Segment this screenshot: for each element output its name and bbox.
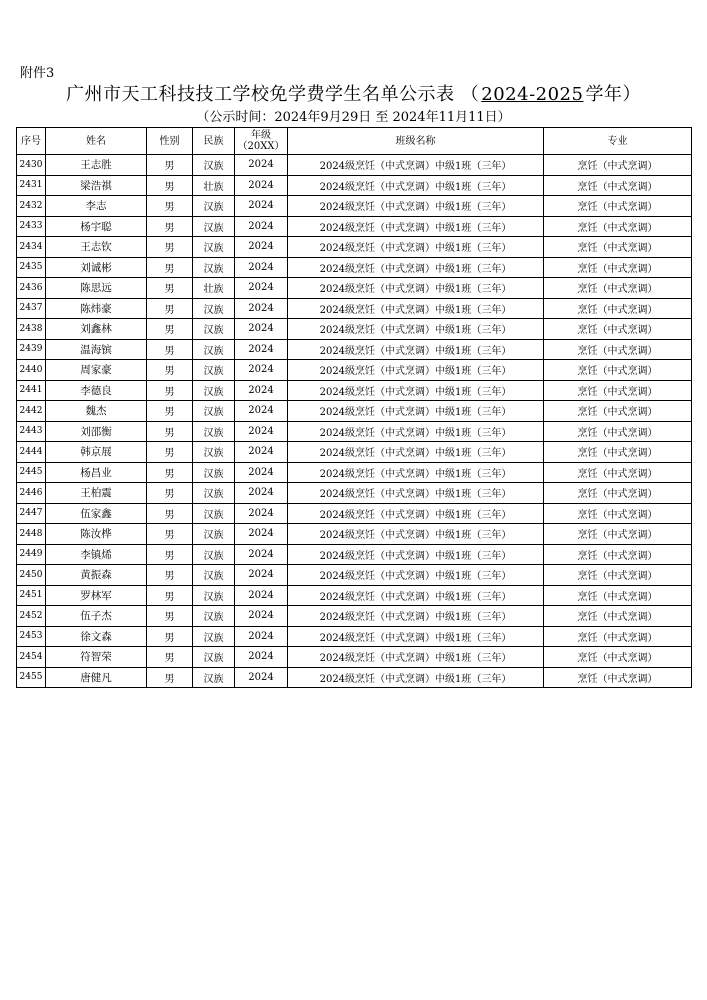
cell-grade: 2024: [235, 216, 288, 237]
cell-grade: 2024: [235, 196, 288, 217]
publicity-period: （公示时间：2024年9月29日 至 2024年11月11日）: [196, 110, 511, 125]
table-row: [17, 278, 692, 299]
cell-ethnicity: 汉族: [193, 237, 235, 258]
cell-gender: 男: [147, 257, 193, 278]
cell-seq: 2437: [17, 298, 46, 319]
cell-major: 烹饪（中式烹调）: [544, 298, 692, 319]
cell-seq: 2441: [17, 380, 46, 401]
table-row: [17, 155, 692, 176]
table-row: [17, 257, 692, 278]
cell-gender: 男: [147, 483, 193, 504]
cell-seq: 2435: [17, 257, 46, 278]
cell-name: 杨昌业: [46, 462, 147, 483]
cell-ethnicity: 壮族: [193, 278, 235, 299]
cell-gender: 男: [147, 237, 193, 258]
cell-gender: 男: [147, 524, 193, 545]
cell-grade: 2024: [235, 155, 288, 176]
cell-major: 烹饪（中式烹调）: [544, 155, 692, 176]
header-grade: [235, 128, 288, 155]
table-row: [17, 462, 692, 483]
cell-seq: 2434: [17, 237, 46, 258]
table-row: [17, 298, 692, 319]
cell-class: 2024级烹饪（中式烹调）中级1班（三年）: [288, 626, 544, 647]
cell-gender: 男: [147, 462, 193, 483]
cell-gender: 男: [147, 380, 193, 401]
cell-class: 2024级烹饪（中式烹调）中级1班（三年）: [288, 257, 544, 278]
cell-grade: 2024: [235, 483, 288, 504]
cell-name: 王志钦: [46, 237, 147, 258]
cell-grade: 2024: [235, 339, 288, 360]
cell-class: 2024级烹饪（中式烹调）中级1班（三年）: [288, 483, 544, 504]
cell-major: 烹饪（中式烹调）: [544, 565, 692, 586]
cell-class: 2024级烹饪（中式烹调）中级1班（三年）: [288, 544, 544, 565]
cell-ethnicity: 汉族: [193, 380, 235, 401]
cell-grade: 2024: [235, 278, 288, 299]
table-row: [17, 380, 692, 401]
cell-grade: 2024: [235, 237, 288, 258]
attachment-label: 附件3: [20, 66, 55, 81]
cell-seq: 2445: [17, 462, 46, 483]
cell-class: 2024级烹饪（中式烹调）中级1班（三年）: [288, 175, 544, 196]
title-year: 2024-2025: [481, 84, 584, 105]
cell-major: 烹饪（中式烹调）: [544, 585, 692, 606]
table-row: [17, 626, 692, 647]
cell-name: 陈炜豪: [46, 298, 147, 319]
table-row: [17, 401, 692, 422]
cell-name: 唐健凡: [46, 667, 147, 688]
cell-gender: 男: [147, 503, 193, 524]
cell-grade: 2024: [235, 585, 288, 606]
table-row: [17, 565, 692, 586]
cell-seq: 2443: [17, 421, 46, 442]
cell-grade: 2024: [235, 298, 288, 319]
cell-grade: 2024: [235, 565, 288, 586]
cell-class: 2024级烹饪（中式烹调）中级1班（三年）: [288, 585, 544, 606]
cell-grade: 2024: [235, 606, 288, 627]
cell-seq: 2447: [17, 503, 46, 524]
cell-gender: 男: [147, 442, 193, 463]
cell-grade: 2024: [235, 667, 288, 688]
cell-class: 2024级烹饪（中式烹调）中级1班（三年）: [288, 155, 544, 176]
cell-major: 烹饪（中式烹调）: [544, 278, 692, 299]
cell-class: 2024级烹饪（中式烹调）中级1班（三年）: [288, 462, 544, 483]
cell-name: 黄振森: [46, 565, 147, 586]
cell-name: 李镇烯: [46, 544, 147, 565]
table-row: [17, 667, 692, 688]
cell-gender: 男: [147, 278, 193, 299]
cell-ethnicity: 汉族: [193, 667, 235, 688]
table-row: [17, 216, 692, 237]
cell-ethnicity: 汉族: [193, 565, 235, 586]
cell-ethnicity: 汉族: [193, 319, 235, 340]
cell-grade: 2024: [235, 360, 288, 381]
header-name: 姓名: [46, 128, 147, 155]
page-title: [0, 80, 707, 106]
cell-name: 韩京展: [46, 442, 147, 463]
cell-major: 烹饪（中式烹调）: [544, 524, 692, 545]
cell-ethnicity: 壮族: [193, 175, 235, 196]
cell-name: 陈汝桦: [46, 524, 147, 545]
cell-seq: 2430: [17, 155, 46, 176]
cell-seq: 2451: [17, 585, 46, 606]
cell-major: 烹饪（中式烹调）: [544, 503, 692, 524]
cell-seq: 2439: [17, 339, 46, 360]
cell-class: 2024级烹饪（中式烹调）中级1班（三年）: [288, 647, 544, 668]
header-grade-line1: 年级: [251, 130, 271, 141]
cell-grade: 2024: [235, 544, 288, 565]
cell-seq: 2431: [17, 175, 46, 196]
cell-name: 梁浩祺: [46, 175, 147, 196]
cell-major: 烹饪（中式烹调）: [544, 544, 692, 565]
cell-gender: 男: [147, 421, 193, 442]
cell-ethnicity: 汉族: [193, 647, 235, 668]
title-suffix: 学年）: [585, 84, 641, 105]
cell-seq: 2444: [17, 442, 46, 463]
cell-major: 烹饪（中式烹调）: [544, 360, 692, 381]
cell-class: 2024级烹饪（中式烹调）中级1班（三年）: [288, 421, 544, 442]
cell-ethnicity: 汉族: [193, 196, 235, 217]
cell-name: 王柏震: [46, 483, 147, 504]
cell-class: 2024级烹饪（中式烹调）中级1班（三年）: [288, 278, 544, 299]
cell-gender: 男: [147, 647, 193, 668]
cell-ethnicity: 汉族: [193, 524, 235, 545]
cell-name: 李德良: [46, 380, 147, 401]
cell-major: 烹饪（中式烹调）: [544, 257, 692, 278]
table-row: [17, 196, 692, 217]
table-header-row: [17, 128, 692, 155]
cell-name: 罗林军: [46, 585, 147, 606]
cell-grade: 2024: [235, 524, 288, 545]
cell-grade: 2024: [235, 257, 288, 278]
cell-gender: 男: [147, 216, 193, 237]
cell-gender: 男: [147, 667, 193, 688]
header-ethnicity: 民族: [193, 128, 235, 155]
cell-name: 刘鑫林: [46, 319, 147, 340]
cell-seq: 2454: [17, 647, 46, 668]
cell-name: 伍家鑫: [46, 503, 147, 524]
cell-seq: 2453: [17, 626, 46, 647]
cell-seq: 2455: [17, 667, 46, 688]
table-body: [17, 155, 692, 688]
cell-seq: 2432: [17, 196, 46, 217]
cell-major: 烹饪（中式烹调）: [544, 380, 692, 401]
cell-name: 伍子杰: [46, 606, 147, 627]
cell-major: 烹饪（中式烹调）: [544, 319, 692, 340]
cell-class: 2024级烹饪（中式烹调）中级1班（三年）: [288, 360, 544, 381]
table-row: [17, 585, 692, 606]
cell-grade: 2024: [235, 380, 288, 401]
table-row: [17, 544, 692, 565]
cell-major: 烹饪（中式烹调）: [544, 237, 692, 258]
header-major: 专业: [544, 128, 692, 155]
cell-grade: 2024: [235, 175, 288, 196]
cell-major: 烹饪（中式烹调）: [544, 339, 692, 360]
table-row: [17, 339, 692, 360]
table-row: [17, 524, 692, 545]
header-class: 班级名称: [288, 128, 544, 155]
cell-ethnicity: 汉族: [193, 442, 235, 463]
cell-class: 2024级烹饪（中式烹调）中级1班（三年）: [288, 319, 544, 340]
cell-ethnicity: 汉族: [193, 421, 235, 442]
cell-grade: 2024: [235, 462, 288, 483]
cell-seq: 2452: [17, 606, 46, 627]
cell-class: 2024级烹饪（中式烹调）中级1班（三年）: [288, 667, 544, 688]
student-roster-table: [16, 127, 692, 688]
cell-ethnicity: 汉族: [193, 216, 235, 237]
header-seq: 序号: [17, 128, 46, 155]
cell-gender: 男: [147, 544, 193, 565]
table-row: [17, 319, 692, 340]
cell-class: 2024级烹饪（中式烹调）中级1班（三年）: [288, 237, 544, 258]
cell-major: 烹饪（中式烹调）: [544, 175, 692, 196]
cell-grade: 2024: [235, 503, 288, 524]
cell-name: 温海镔: [46, 339, 147, 360]
cell-name: 李志: [46, 196, 147, 217]
cell-gender: 男: [147, 298, 193, 319]
cell-major: 烹饪（中式烹调）: [544, 483, 692, 504]
table-row: [17, 237, 692, 258]
title-prefix: 广州市天工科技技工学校免学费学生名单公示表 （: [66, 84, 480, 105]
cell-class: 2024级烹饪（中式烹调）中级1班（三年）: [288, 401, 544, 422]
table-row: [17, 503, 692, 524]
cell-grade: 2024: [235, 421, 288, 442]
cell-seq: 2442: [17, 401, 46, 422]
cell-ethnicity: 汉族: [193, 483, 235, 504]
cell-gender: 男: [147, 585, 193, 606]
cell-seq: 2450: [17, 565, 46, 586]
cell-name: 周家豪: [46, 360, 147, 381]
cell-major: 烹饪（中式烹调）: [544, 667, 692, 688]
cell-class: 2024级烹饪（中式烹调）中级1班（三年）: [288, 380, 544, 401]
cell-name: 王志胜: [46, 155, 147, 176]
cell-gender: 男: [147, 196, 193, 217]
cell-major: 烹饪（中式烹调）: [544, 462, 692, 483]
cell-ethnicity: 汉族: [193, 462, 235, 483]
table-row: [17, 175, 692, 196]
cell-ethnicity: 汉族: [193, 544, 235, 565]
cell-grade: 2024: [235, 442, 288, 463]
table-row: [17, 483, 692, 504]
cell-gender: 男: [147, 319, 193, 340]
cell-gender: 男: [147, 155, 193, 176]
cell-name: 杨宇聪: [46, 216, 147, 237]
cell-name: 刘邵衡: [46, 421, 147, 442]
cell-ethnicity: 汉族: [193, 606, 235, 627]
cell-seq: 2448: [17, 524, 46, 545]
cell-class: 2024级烹饪（中式烹调）中级1班（三年）: [288, 339, 544, 360]
cell-name: 魏杰: [46, 401, 147, 422]
cell-class: 2024级烹饪（中式烹调）中级1班（三年）: [288, 606, 544, 627]
cell-gender: 男: [147, 339, 193, 360]
cell-ethnicity: 汉族: [193, 257, 235, 278]
cell-class: 2024级烹饪（中式烹调）中级1班（三年）: [288, 503, 544, 524]
cell-name: 刘诚彬: [46, 257, 147, 278]
cell-gender: 男: [147, 175, 193, 196]
cell-ethnicity: 汉族: [193, 626, 235, 647]
cell-ethnicity: 汉族: [193, 360, 235, 381]
table-row: [17, 360, 692, 381]
cell-ethnicity: 汉族: [193, 339, 235, 360]
cell-seq: 2446: [17, 483, 46, 504]
cell-name: 徐文森: [46, 626, 147, 647]
cell-gender: 男: [147, 626, 193, 647]
table-row: [17, 606, 692, 627]
table-row: [17, 421, 692, 442]
cell-major: 烹饪（中式烹调）: [544, 401, 692, 422]
header-grade-line2: （20XX）: [237, 141, 285, 152]
cell-name: 陈思远: [46, 278, 147, 299]
cell-gender: 男: [147, 565, 193, 586]
table-row: [17, 647, 692, 668]
cell-ethnicity: 汉族: [193, 401, 235, 422]
cell-seq: 2449: [17, 544, 46, 565]
cell-gender: 男: [147, 606, 193, 627]
cell-ethnicity: 汉族: [193, 503, 235, 524]
cell-gender: 男: [147, 360, 193, 381]
cell-major: 烹饪（中式烹调）: [544, 626, 692, 647]
cell-class: 2024级烹饪（中式烹调）中级1班（三年）: [288, 196, 544, 217]
cell-gender: 男: [147, 401, 193, 422]
cell-class: 2024级烹饪（中式烹调）中级1班（三年）: [288, 565, 544, 586]
cell-major: 烹饪（中式烹调）: [544, 606, 692, 627]
cell-major: 烹饪（中式烹调）: [544, 421, 692, 442]
cell-class: 2024级烹饪（中式烹调）中级1班（三年）: [288, 524, 544, 545]
cell-major: 烹饪（中式烹调）: [544, 647, 692, 668]
cell-name: 符智荣: [46, 647, 147, 668]
table-row: [17, 442, 692, 463]
cell-major: 烹饪（中式烹调）: [544, 216, 692, 237]
cell-grade: 2024: [235, 319, 288, 340]
cell-class: 2024级烹饪（中式烹调）中级1班（三年）: [288, 442, 544, 463]
cell-class: 2024级烹饪（中式烹调）中级1班（三年）: [288, 298, 544, 319]
cell-ethnicity: 汉族: [193, 298, 235, 319]
cell-seq: 2438: [17, 319, 46, 340]
cell-grade: 2024: [235, 647, 288, 668]
cell-seq: 2440: [17, 360, 46, 381]
cell-seq: 2436: [17, 278, 46, 299]
cell-seq: 2433: [17, 216, 46, 237]
cell-major: 烹饪（中式烹调）: [544, 442, 692, 463]
cell-ethnicity: 汉族: [193, 155, 235, 176]
cell-grade: 2024: [235, 626, 288, 647]
header-gender: 性别: [147, 128, 193, 155]
cell-grade: 2024: [235, 401, 288, 422]
cell-major: 烹饪（中式烹调）: [544, 196, 692, 217]
cell-ethnicity: 汉族: [193, 585, 235, 606]
cell-class: 2024级烹饪（中式烹调）中级1班（三年）: [288, 216, 544, 237]
